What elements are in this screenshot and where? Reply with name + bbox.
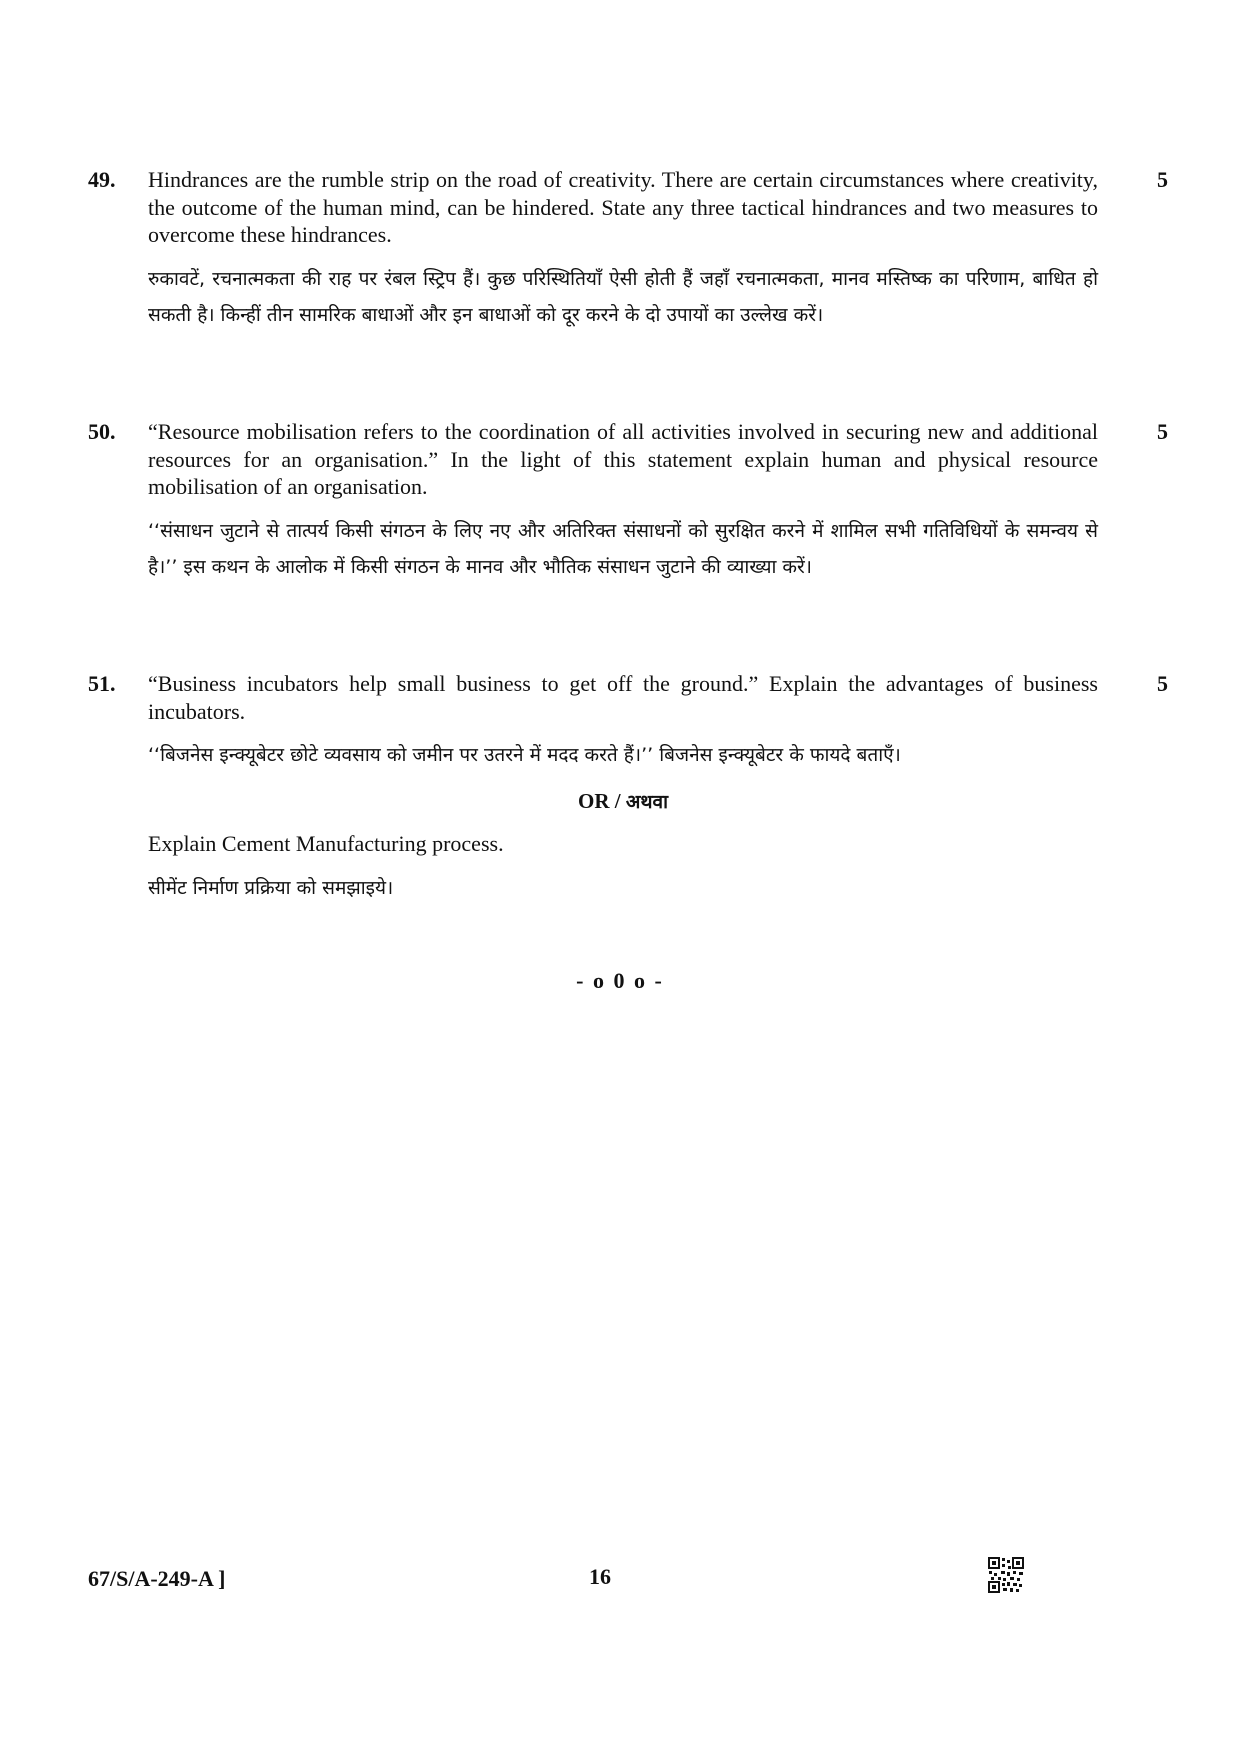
paper-code: 67/S/A-249-A ] bbox=[88, 1566, 226, 1591]
question-marks: 5 bbox=[1157, 419, 1168, 444]
question-number: 49. bbox=[88, 167, 116, 192]
question-text-hindi: ‘‘संसाधन जुटाने से तात्पर्य किसी संगठन के लिए नए और अतिरिक्त संसाधनों को सुरक्षित करने में शामिल सभी गतिविधियों के समन्वय से है।’’ इस कथन के आलोक में किसी संगठन के मानव और भौतिक संसाधन जुटाने की व्याख्या करें। bbox=[148, 519, 1098, 578]
or-divider: / bbox=[609, 789, 626, 813]
page-number: 16 bbox=[589, 1564, 611, 1589]
question-text-hindi: रुकावटें, रचनात्मकता की राह पर रंबल स्ट्रिप हैं। कुछ परिस्थितियाँ ऐसी होती हैं जहाँ रचनात्मकता, मानव मस्तिष्क का परिणाम, बाधित हो सकती है। किन्हीं तीन सामरिक बाधाओं और इन बाधाओं को दूर करने के दो उपायों का उल्लेख करें। bbox=[148, 267, 1098, 326]
question-marks: 5 bbox=[1157, 671, 1168, 696]
question-text-hindi: ‘‘बिजनेस इन्क्यूबेटर छोटे व्यवसाय को जमीन पर उतरने में मदद करते हैं।’’ बिजनेस इन्क्यूबेटर के फायदे बताएँ। bbox=[148, 744, 901, 766]
alternative-question-hindi: सीमेंट निर्माण प्रक्रिया को समझाइये। bbox=[148, 877, 394, 899]
question-text-english: “Resource mobilisation refers to the coordination of all activities involved in securing new and additional resources for an organisation.” In the light of this statement explain human and physical resource mobilisation of an organisation. bbox=[148, 419, 1098, 499]
end-of-paper-mark: - o 0 o - bbox=[576, 968, 664, 993]
question-body bbox=[148, 670, 1098, 906]
question-marks: 5 bbox=[1157, 167, 1168, 192]
or-label-english: OR bbox=[578, 789, 610, 813]
question-body bbox=[148, 166, 1098, 333]
alternative-question-english: Explain Cement Manufacturing process. bbox=[148, 831, 504, 856]
question-text-english: “Business incubators help small business to get off the ground.” Explain the advantages of business incubators. bbox=[148, 671, 1098, 724]
or-separator bbox=[148, 787, 1098, 816]
qr-code-icon bbox=[988, 1557, 1024, 1593]
or-label-hindi: अथवा bbox=[625, 791, 668, 813]
question-text-english: Hindrances are the rumble strip on the road of creativity. There are certain circumstances where creativity, the outcome of the human mind, can be hindered. State any three tactical hindrances and two measures to overcome these hindrances. bbox=[148, 167, 1098, 247]
question-number: 51. bbox=[88, 671, 116, 696]
question-number: 50. bbox=[88, 419, 116, 444]
question-body bbox=[148, 418, 1098, 585]
